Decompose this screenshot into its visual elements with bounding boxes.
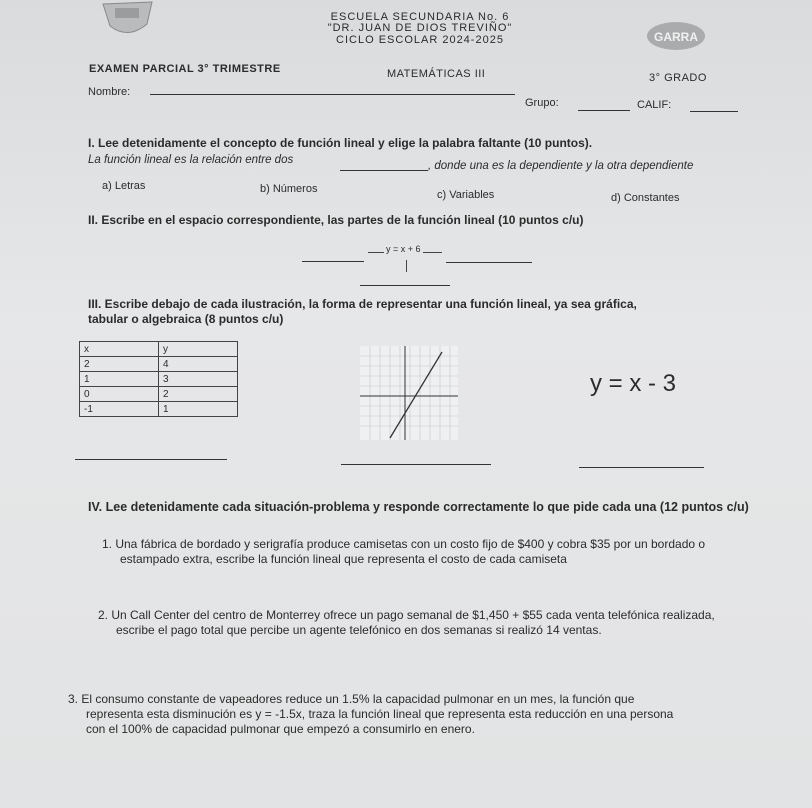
name-label: Nombre: bbox=[88, 86, 131, 98]
problem-2-line2: escribe el pago total que percibe un agente telefónico en dos semanas si realizó 14 ventas. bbox=[116, 623, 602, 637]
problem-3-line1: 3. El consumo constante de vapeadores reduce un 1.5% la capacidad pulmonar en un mes, la función que bbox=[68, 692, 635, 706]
table-cell: 2 bbox=[159, 387, 238, 402]
table-cell: 2 bbox=[80, 357, 159, 372]
garra-logo bbox=[645, 20, 707, 52]
line-graph bbox=[360, 346, 458, 440]
name-field[interactable] bbox=[150, 94, 515, 95]
section2-equation: y = x + 6 bbox=[386, 244, 421, 254]
section1-heading: I. Lee detenidamente el concepto de función lineal y elige la palabra faltante (10 puntos). bbox=[88, 136, 593, 150]
part-blank-bottom[interactable] bbox=[360, 285, 450, 286]
table-header-y: y bbox=[159, 342, 238, 357]
option-c: c) Variables bbox=[437, 189, 495, 201]
table-cell: -1 bbox=[80, 402, 159, 417]
problem-2-line1: 2. Un Call Center del centro de Monterrey ofrece un pago semanal de $1,450 + $55 cada venta telefónica realizada, bbox=[98, 608, 715, 622]
garra-logo-text: GARRA bbox=[654, 30, 698, 44]
school-director: "DR. JUAN DE DIOS TREVIÑO" bbox=[327, 22, 513, 34]
section4-heading: IV. Lee detenidamente cada situación-problema y responde correctamente lo que pide cada una (12 puntos c/u) bbox=[88, 500, 749, 514]
problem-3-line3: con el 100% de capacidad pulmonar que empezó a consumirlo en enero. bbox=[86, 722, 475, 736]
table-cell: 1 bbox=[159, 402, 238, 417]
score-label: CALIF: bbox=[637, 99, 672, 111]
problem-1 bbox=[102, 537, 782, 567]
answer-blank-equation[interactable] bbox=[579, 467, 704, 468]
exam-subject: MATEMÁTICAS III bbox=[387, 68, 486, 80]
section3-heading-line2: tabular o algebraica (8 puntos c/u) bbox=[88, 312, 284, 326]
school-cycle: CICLO ESCOLAR 2024-2025 bbox=[336, 34, 504, 46]
table-row bbox=[80, 372, 238, 387]
table-cell: 0 bbox=[80, 387, 159, 402]
group-label: Grupo: bbox=[525, 97, 559, 109]
school-logo bbox=[100, 0, 155, 38]
problem-1-line1: 1. Una fábrica de bordado y serigrafía produce camisetas con un costo fijo de $400 y cobra $35 por un bordado o bbox=[102, 537, 706, 551]
section3-equation: y = x - 3 bbox=[590, 370, 677, 397]
table-row bbox=[80, 387, 238, 402]
school-name: ESCUELA SECUNDARIA No. 6 bbox=[330, 11, 510, 23]
score-field[interactable] bbox=[690, 111, 738, 112]
option-b: b) Números bbox=[260, 183, 318, 195]
table-cell: 3 bbox=[159, 372, 238, 387]
part-blank-left[interactable] bbox=[302, 261, 364, 262]
problem-2 bbox=[98, 608, 788, 638]
problem-3 bbox=[68, 692, 793, 737]
xy-table bbox=[79, 341, 238, 417]
arrow-down-line bbox=[406, 260, 407, 272]
answer-blank-table[interactable] bbox=[75, 459, 227, 460]
section1-sentence-end: , donde una es la dependiente y la otra dependiente bbox=[428, 160, 694, 172]
problem-1-line2: estampado extra, escribe la función lineal que representa el costo de cada camiseta bbox=[120, 552, 567, 566]
table-cell: 4 bbox=[159, 357, 238, 372]
part-blank-right[interactable] bbox=[446, 262, 532, 263]
table-row bbox=[80, 402, 238, 417]
exam-grade: 3° GRADO bbox=[649, 72, 707, 84]
section2-heading: II. Escribe en el espacio correspondiente, las partes de la función lineal (10 puntos c/u) bbox=[88, 213, 584, 227]
answer-blank-graph[interactable] bbox=[341, 464, 491, 465]
problem-3-line2: representa esta disminución es y = -1.5x, traza la función lineal que representa esta reducción en una persona bbox=[86, 707, 674, 721]
table-cell: 1 bbox=[80, 372, 159, 387]
section3-heading-line1: III. Escribe debajo de cada ilustración, la forma de representar una función lineal, ya sea gráfica, bbox=[88, 297, 637, 311]
group-field[interactable] bbox=[578, 110, 630, 111]
section1-sentence-start: La función lineal es la relación entre dos bbox=[88, 154, 294, 166]
option-d: d) Constantes bbox=[611, 192, 680, 204]
table-row bbox=[80, 357, 238, 372]
table-header-x: x bbox=[80, 342, 159, 357]
option-a: a) Letras bbox=[102, 180, 146, 192]
section1-blank[interactable] bbox=[340, 170, 428, 171]
exam-title: EXAMEN PARCIAL 3° TRIMESTRE bbox=[89, 63, 281, 75]
